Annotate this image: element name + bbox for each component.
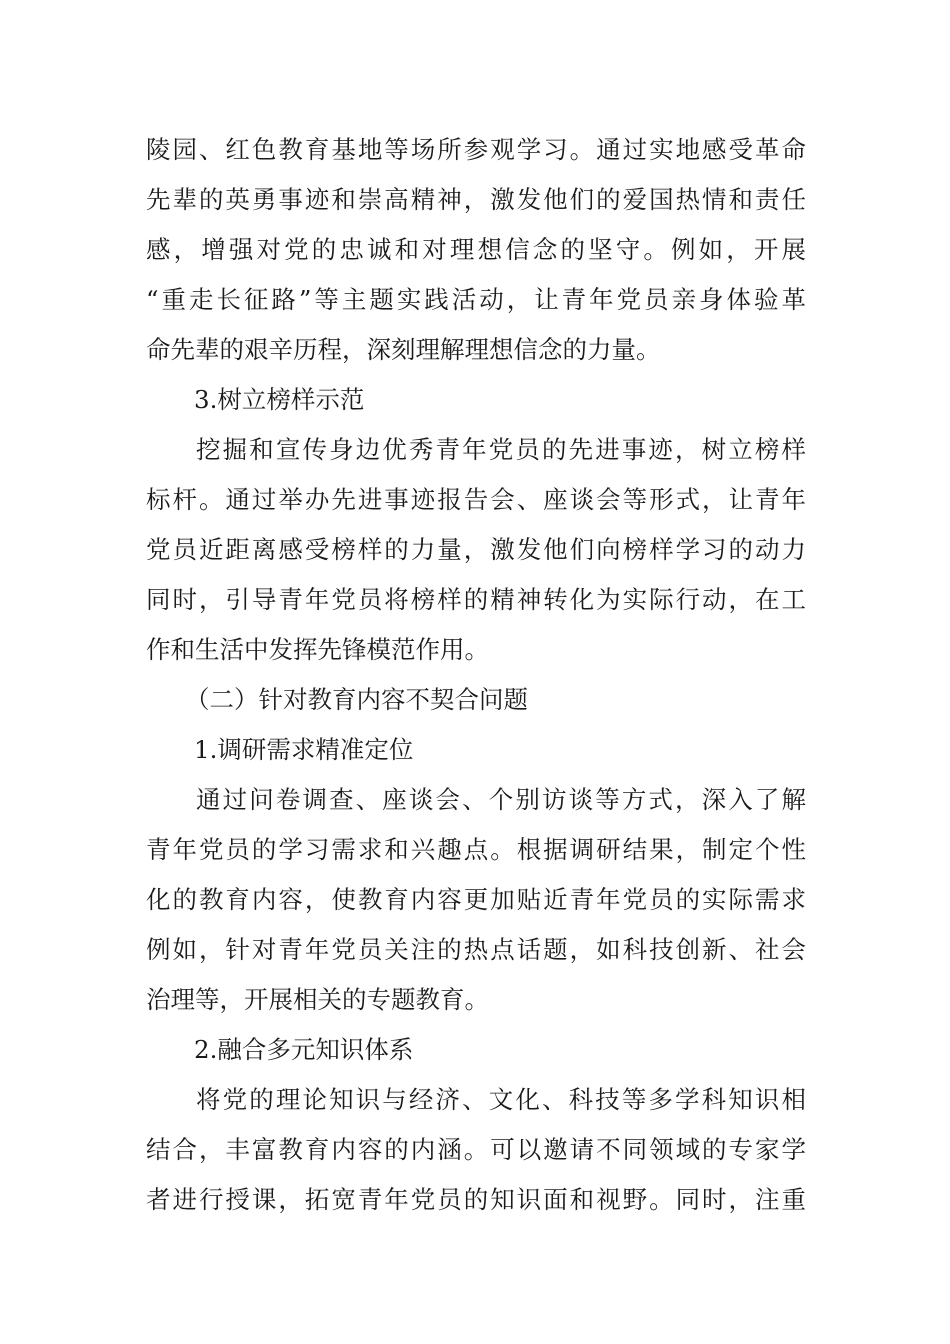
paragraph-line: 通过问卷调查、座谈会、个别访谈等方式，深入了解	[196, 785, 806, 814]
paragraph-line: 陵园、红色教育基地等场所参观学习。通过实地感受革命	[146, 135, 806, 164]
paragraph-line: 先辈的英勇事迹和崇高精神，激发他们的爱国热情和责任	[146, 185, 806, 214]
paragraph-line: “重走长征路”等主题实践活动，让青年党员亲身体验革	[146, 285, 806, 314]
section-heading-2: 2.融合多元知识体系	[194, 1035, 414, 1064]
section-heading-part-2: （二）针对教育内容不契合问题	[185, 685, 528, 714]
paragraph-line: 命先辈的艰辛历程，深刻理解理想信念的力量。	[146, 335, 661, 364]
paragraph-line: 感，增强对党的忠诚和对理想信念的坚守。例如，开展	[146, 235, 806, 264]
paragraph-line: 作和生活中发挥先锋模范作用。	[146, 635, 489, 664]
paragraph-line: 挖掘和宣传身边优秀青年党员的先进事迹，树立榜样	[196, 435, 806, 464]
paragraph-line: 同时，引导青年党员将榜样的精神转化为实际行动，在工	[146, 585, 806, 614]
paragraph-line: 治理等，开展相关的专题教育。	[146, 985, 489, 1014]
paragraph-line: 标杆。通过举办先进事迹报告会、座谈会等形式，让青年	[146, 485, 806, 514]
paragraph-line: 化的教育内容，使教育内容更加贴近青年党员的实际需求	[146, 885, 806, 914]
paragraph-line: 例如，针对青年党员关注的热点话题，如科技创新、社会	[146, 935, 806, 964]
paragraph-line: 青年党员的学习需求和兴趣点。根据调研结果，制定个性	[146, 835, 806, 864]
section-heading-1: 1.调研需求精准定位	[194, 735, 414, 764]
paragraph-line: 者进行授课，拓宽青年党员的知识面和视野。同时，注重	[146, 1185, 806, 1214]
paragraph-line: 将党的理论知识与经济、文化、科技等多学科知识相	[196, 1085, 806, 1114]
paragraph-line: 结合，丰富教育内容的内涵。可以邀请不同领域的专家学	[146, 1135, 806, 1164]
section-heading-3: 3.树立榜样示范	[194, 385, 365, 414]
paragraph-line: 党员近距离感受榜样的力量，激发他们向榜样学习的动力	[146, 535, 806, 564]
